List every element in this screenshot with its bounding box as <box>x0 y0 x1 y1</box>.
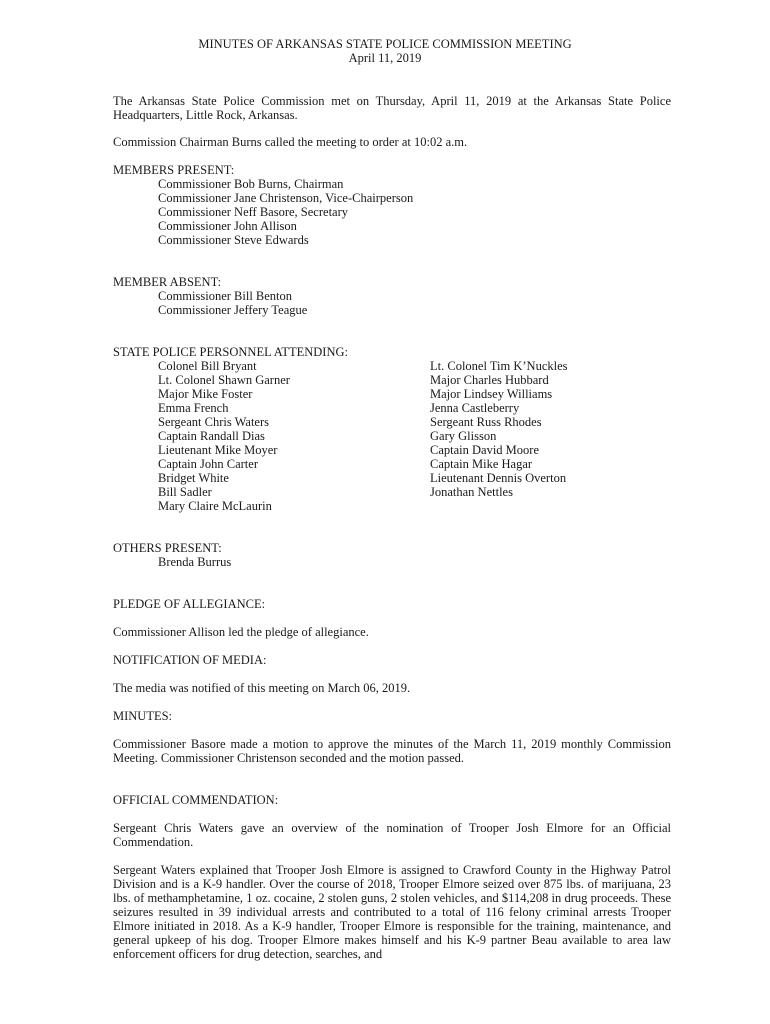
personnel-heading: STATE POLICE PERSONNEL ATTENDING: <box>113 345 348 359</box>
personnel-left-item: Emma French <box>158 401 229 415</box>
personnel-right-item: Captain David Moore <box>430 443 540 457</box>
pledge-text: Commissioner Allison led the pledge of allegiance. <box>113 625 369 639</box>
personnel-right-item: Major Lindsey Williams <box>430 387 553 401</box>
personnel-left-item: Lt. Colonel Shawn Garner <box>158 373 290 387</box>
commendation-details: Sergeant Waters explained that Trooper Josh Elmore is assigned to Crawford County in the Highway Patrol Division and is a K-9 handler. Over the course of 2018, Trooper Elmore seized over 875 lbs. of marijuana, 23 lbs. of methamphetamine, 1 oz. cocaine, 2 stolen guns, 2 stolen vehicles, and $114,208 in drug proceeds. These seizures resulted in 39 individual arrests and contributed to a total of 116 felony criminal arrests Trooper Elmore initiated in 2018. As a K-9 handler, Trooper Elmore is responsible for the training, maintenance, and general upkeep of his dog. Trooper Elmore makes himself and his K-9 partner Beau available to area law enforcement officers for drug detection, searches, and <box>113 863 671 961</box>
member-absent-item: Commissioner Bill Benton <box>158 289 293 303</box>
personnel-left-item: Sergeant Chris Waters <box>158 415 270 429</box>
members-present-heading: MEMBERS PRESENT: <box>113 163 235 177</box>
personnel-right-item: Major Charles Hubbard <box>430 373 549 387</box>
personnel-left-item: Bill Sadler <box>158 485 212 499</box>
member-absent-item: Commissioner Jeffery Teague <box>158 303 308 317</box>
intro-paragraph: The Arkansas State Police Commission met on Thursday, April 11, 2019 at the Arkansas State Police Headquarters, Little Rock, Arkansas. <box>113 94 671 122</box>
personnel-right-item: Captain Mike Hagar <box>430 457 533 471</box>
commendation-heading: OFFICIAL COMMENDATION: <box>113 793 279 807</box>
call-to-order-paragraph: Commission Chairman Burns called the meeting to order at 10:02 a.m. <box>113 135 468 149</box>
media-text: The media was notified of this meeting on March 06, 2019. <box>113 681 411 695</box>
personnel-left-item: Mary Claire McLaurin <box>158 499 272 513</box>
personnel-left-item: Bridget White <box>158 471 229 485</box>
media-heading: NOTIFICATION OF MEDIA: <box>113 653 267 667</box>
others-present-heading: OTHERS PRESENT: <box>113 541 222 555</box>
member-present-item: Commissioner Steve Edwards <box>158 233 309 247</box>
personnel-right-item: Sergeant Russ Rhodes <box>430 415 542 429</box>
document-date: April 11, 2019 <box>348 51 422 65</box>
minutes-text: Commissioner Basore made a motion to approve the minutes of the March 11, 2019 monthly Commission Meeting. Commissioner Christenson seconded and the motion passed. <box>113 737 671 765</box>
document-title: MINUTES OF ARKANSAS STATE POLICE COMMISSION MEETING <box>198 37 572 51</box>
personnel-left-item: Captain Randall Dias <box>158 429 265 443</box>
personnel-left-item: Major Mike Foster <box>158 387 253 401</box>
member-present-item: Commissioner John Allison <box>158 219 297 233</box>
personnel-right-item: Lt. Colonel Tim K’Nuckles <box>430 359 568 373</box>
member-present-item: Commissioner Bob Burns, Chairman <box>158 177 344 191</box>
personnel-left-item: Colonel Bill Bryant <box>158 359 257 373</box>
personnel-right-item: Gary Glisson <box>430 429 497 443</box>
member-absent-heading: MEMBER ABSENT: <box>113 275 222 289</box>
personnel-left-item: Lieutenant Mike Moyer <box>158 443 278 457</box>
others-present-item: Brenda Burrus <box>158 555 232 569</box>
personnel-right-item: Jenna Castleberry <box>430 401 520 415</box>
commendation-overview: Sergeant Chris Waters gave an overview of the nomination of Trooper Josh Elmore for an Official Commendation. <box>113 821 671 849</box>
personnel-right-item: Jonathan Nettles <box>430 485 513 499</box>
member-present-item: Commissioner Neff Basore, Secretary <box>158 205 348 219</box>
minutes-heading: MINUTES: <box>113 709 173 723</box>
pledge-heading: PLEDGE OF ALLEGIANCE: <box>113 597 266 611</box>
member-present-item: Commissioner Jane Christenson, Vice-Chairperson <box>158 191 414 205</box>
personnel-right-item: Lieutenant Dennis Overton <box>430 471 567 485</box>
personnel-left-item: Captain John Carter <box>158 457 258 471</box>
